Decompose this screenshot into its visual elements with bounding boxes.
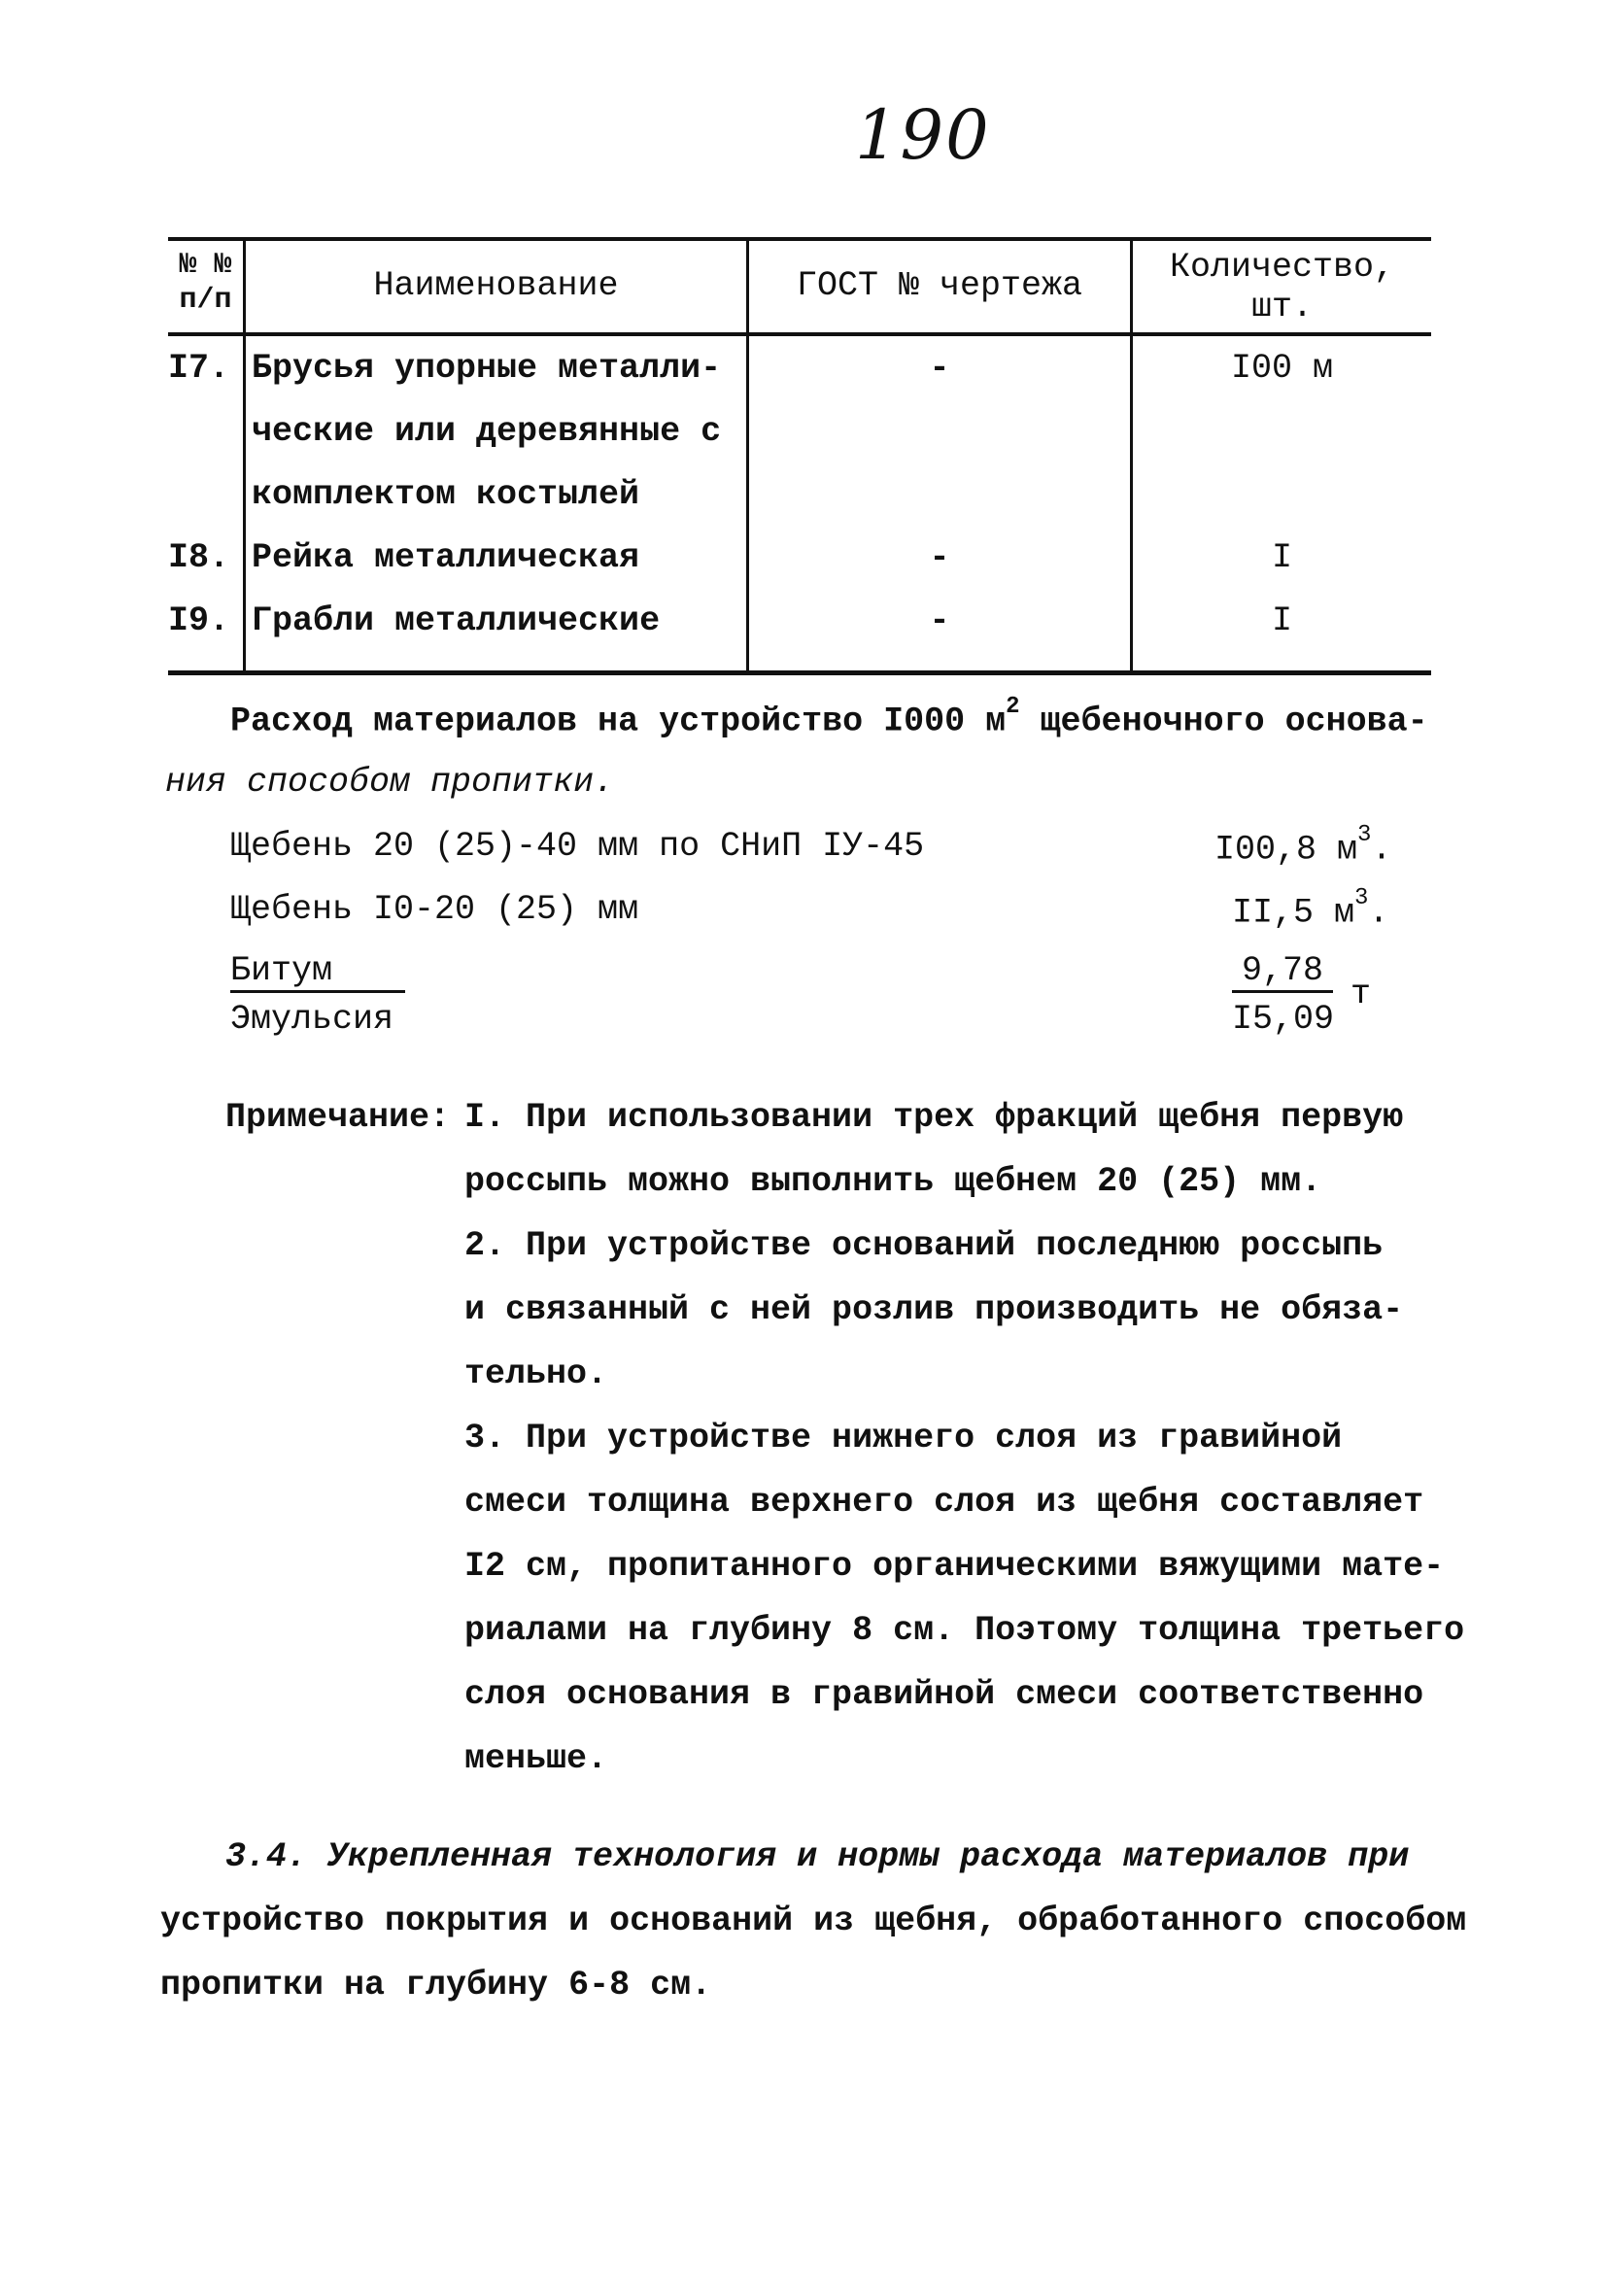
material-name: Щебень I0-20 (25) мм [230, 890, 639, 929]
section-heading-line: пропитки на глубину 6-8 см. [160, 1966, 712, 2005]
bitumen-value: 9,78 [1232, 954, 1333, 993]
material-value: I00,8 $м^3$. [1214, 822, 1392, 870]
header-qty: Количество, шт. [1169, 248, 1395, 326]
table-row-gost: - [929, 538, 950, 577]
emulsion-value: I5,09 [1232, 1000, 1335, 1039]
note-line: смеси толщина верхнего слоя из щебня составляет [464, 1483, 1424, 1522]
table-row-name: Рейка металлическая [252, 538, 640, 577]
table-row-name: комплектом костылей [252, 475, 640, 514]
note-line: слоя основания в гравийной смеси соответственно [464, 1675, 1424, 1714]
consumption-intro-cont: ния способом пропитки. [165, 763, 615, 802]
material-name: Щебень 20 (25)-40 мм по СНиП IУ-45 [230, 827, 925, 866]
page-number: 190 [855, 95, 991, 175]
note-line: 3. При устройстве нижнего слоя из гравийной [464, 1419, 1343, 1457]
table-row-num: I9. [168, 601, 230, 640]
section-heading-line: 3.4. Укрепленная технология и нормы расхода материалов при [225, 1837, 1410, 1876]
table-row-qty: I00 м [1230, 349, 1334, 388]
bitumen-label: Битум [230, 954, 405, 993]
table-row-name: Грабли металлические [252, 601, 661, 640]
note-line: меньше. [464, 1739, 608, 1778]
table-row-name: Брусья упорные металли- [252, 349, 722, 388]
note-line: I. При использовании трех фракций щебня первую [464, 1098, 1404, 1137]
table-row-qty: I [1271, 601, 1292, 640]
table-header-rule [168, 332, 1431, 336]
section-heading-line: устройство покрытия и оснований из щебня, обработанного способом [160, 1902, 1467, 1940]
table-bottom-rule [168, 670, 1431, 675]
header-name: Наименование [373, 266, 619, 305]
table-row-name: ческие или деревянные с [252, 412, 722, 451]
table-row-gost: - [929, 349, 950, 388]
header-num: № № п/п [179, 249, 232, 317]
consumption-intro: Расход материалов на устройство I000 $м^2$ щебеночного основа- [230, 694, 1428, 741]
note-line: риалами на глубину 8 см. Поэтому толщина третьего [464, 1611, 1465, 1650]
material-value: II,5 $м^3$. [1232, 885, 1389, 933]
note-line: россыпь можно выполнить щебнем 20 (25) мм. [464, 1162, 1322, 1201]
note-line: 2. При устройстве оснований последнюю россыпь [464, 1226, 1384, 1265]
table-row-gost: - [929, 601, 950, 640]
table-row-num: I8. [168, 538, 230, 577]
bitumen-unit: т [1351, 975, 1372, 1013]
note-line: и связанный с ней розлив производить не обяза- [464, 1290, 1404, 1329]
table-top-rule [168, 237, 1431, 241]
header-gost: ГОСТ № чертежа [796, 266, 1083, 305]
materials-table [168, 237, 1431, 676]
emulsion-label: Эмульсия [230, 1000, 394, 1039]
table-row-qty: I [1271, 538, 1292, 577]
table-row-num: I7. [168, 349, 230, 388]
note-line: тельно. [464, 1354, 608, 1393]
note-line: I2 см, пропитанного органическими вяжущими мате- [464, 1547, 1445, 1586]
notes-label: Примечание: [225, 1098, 451, 1137]
